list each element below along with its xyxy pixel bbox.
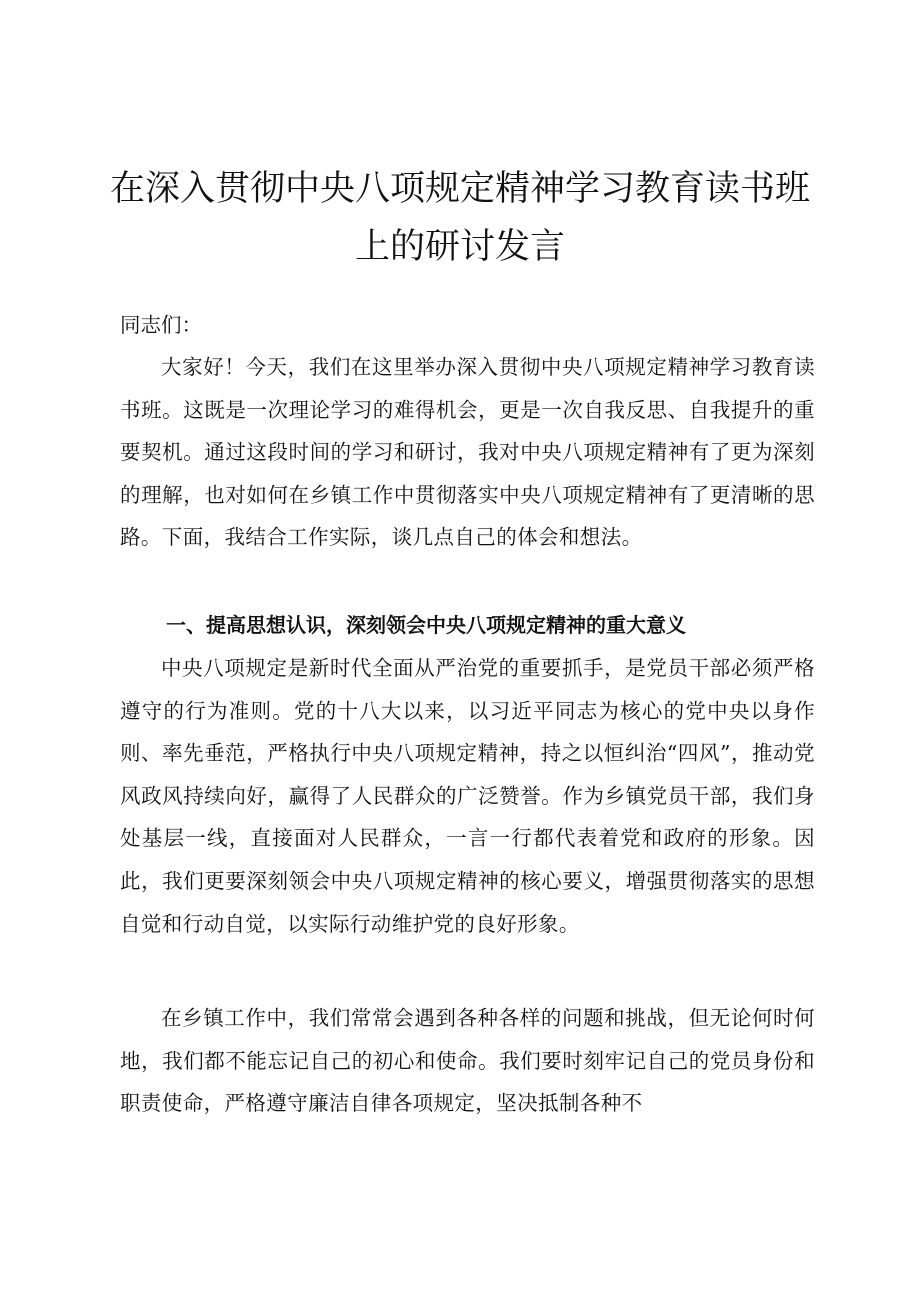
title-line-1: 在深入贯彻中央八项规定精神学习教育读书班 [109, 169, 810, 209]
paragraph-opening: 大家好！今天，我们在这里举办深入贯彻中央八项规定精神学习教育读书班。这既是一次理论学习的难得机会，更是一次自我反思、自我提升的重要契机。通过这段时间的学习和研讨，我对中央八项规定精神有了更为深刻的理解，也对如何在乡镇工作中贯彻落实中央八项规定精神有了更清晰的思路。下面，我结合工作实际，谈几点自己的体会和想法。 [120, 355, 815, 550]
paragraph-township-work: 在乡镇工作中，我们常常会遇到各种各样的问题和挑战，但无论何时何地，我们都不能忘记自己的初心和使命。我们要时刻牢记自己的党员身份和职责使命，严格遵守廉洁自律各项规定，坚决抵制各种不 [120, 1006, 815, 1116]
section-heading-1: 一、提高思想认识，深刻领会中央八项规定精神的重大意义 [166, 613, 686, 637]
paragraph-section-1: 中央八项规定是新时代全面从严治党的重要抓手，是党员干部必须严格遵守的行为准则。党的十八大以来，以习近平同志为核心的党中央以身作则、率先垂范，严格执行中央八项规定精神，持之以恒纠治“四风”，推动党风政风持续向好，赢得了人民群众的广泛赞誉。作为乡镇党员干部，我们身处基层一线，直接面对人民群众，一言一行都代表着党和政府的形象。因此，我们更要深刻领会中央八项规定精神的核心要义，增强贯彻落实的思想自觉和行动自觉，以实际行动维护党的良好形象。 [120, 656, 815, 936]
document-title [60, 160, 860, 276]
salutation: 同志们： [120, 313, 202, 337]
title-line-2: 上的研讨发言 [354, 227, 565, 267]
